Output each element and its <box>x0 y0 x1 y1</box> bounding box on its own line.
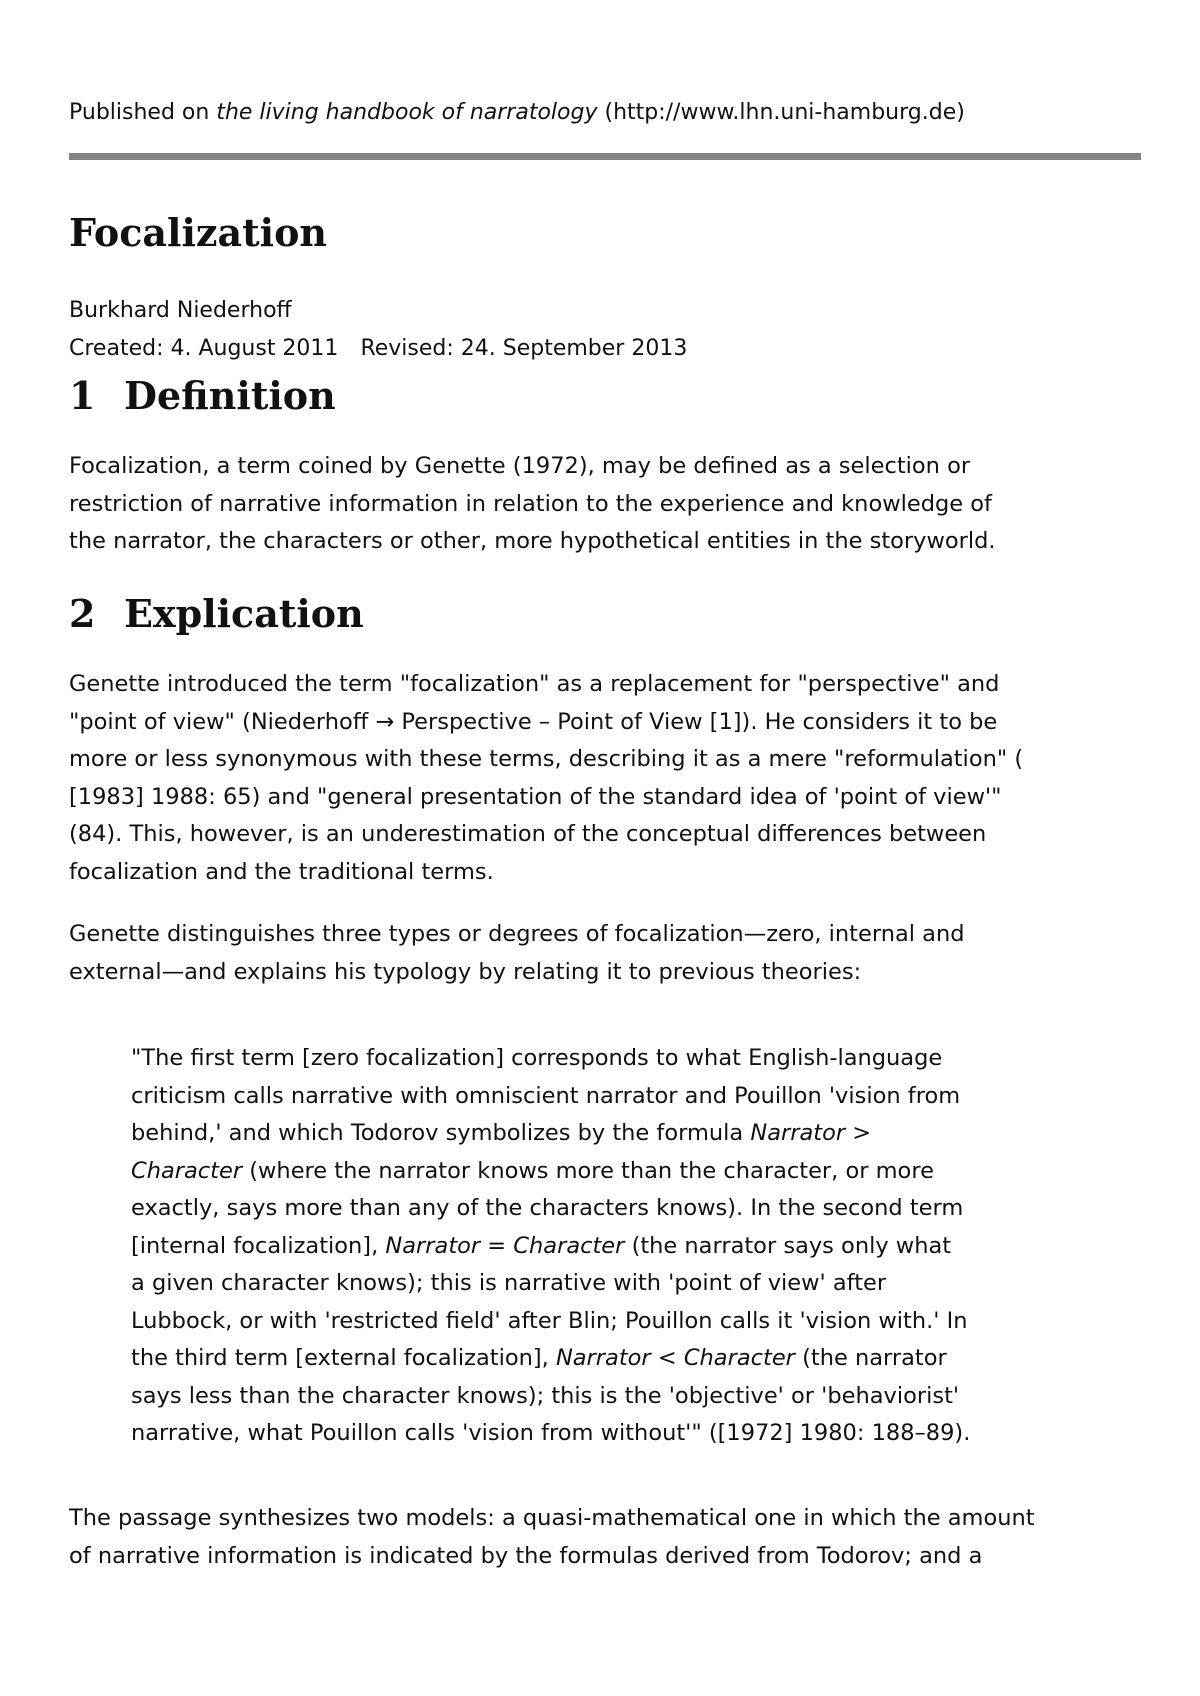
text-line: restriction of narrative information in relation to the experience and knowledge of <box>69 490 992 517</box>
quote-text: (where the narrator knows more than the character, or more <box>249 1157 934 1184</box>
text-line: Genette introduced the term "focalization" as a replacement for "perspective" and <box>69 671 1000 697</box>
formula: Character <box>131 1157 243 1184</box>
explication-paragraph-2 <box>69 916 965 991</box>
definition-paragraph <box>69 448 996 561</box>
text-line: focalization and the traditional terms. <box>69 858 494 885</box>
formula: Narrator < Character <box>555 1345 795 1371</box>
article-dates <box>69 334 687 364</box>
quote-line: criticism calls narrative with omniscient narrator and Pouillon 'vision from <box>131 1082 961 1109</box>
text-line: "point of view" (Niederhoff → Perspective – Point of View [1]). He considers it to be <box>69 708 998 735</box>
text-line: the narrator, the characters or other, more hypothetical entities in the storyworld. <box>69 528 996 554</box>
quote-text: (the narrator <box>802 1345 947 1371</box>
section-title: Definition <box>124 373 336 418</box>
text-line: Focalization, a term coined by Genette (1972), may be defined as a selection or <box>69 453 971 479</box>
quote-text: behind,' and which Todorov symbolizes by the formula <box>131 1120 744 1146</box>
formula: Narrator = Character <box>385 1232 625 1259</box>
text-line: external—and explains his typology by relating it to previous theories: <box>69 958 862 985</box>
quote-text: the third term [external focalization], <box>131 1345 549 1371</box>
text-line: The passage synthesizes two models: a quasi-mathematical one in which the amount <box>69 1505 1035 1531</box>
quote-text: [internal focalization], <box>131 1232 379 1259</box>
text-line: more or less synonymous with these terms, describing it as a mere "reformulation" ( <box>69 746 1024 772</box>
quote-line <box>131 1340 970 1378</box>
explication-paragraph-1 <box>69 666 1023 891</box>
quote-line: narrative, what Pouillon calls 'vision from without'" ([1972] 1980: 188–89). <box>131 1420 971 1446</box>
section-title: Explication <box>124 591 364 636</box>
quote-line <box>131 1115 970 1153</box>
quote-line <box>131 1153 970 1191</box>
section-number: 1 <box>69 373 96 418</box>
genette-blockquote <box>131 1040 970 1453</box>
formula: Narrator > <box>750 1120 872 1146</box>
synthesis-paragraph <box>69 1500 1035 1575</box>
section-number: 2 <box>69 591 96 636</box>
author-name: Burkhard Niederhoff <box>69 298 292 323</box>
text-line: (84). This, however, is an underestimation of the conceptual differences between <box>69 821 987 847</box>
quote-line: "The first term [zero focalization] corresponds to what English-language <box>131 1045 943 1071</box>
quote-line: exactly, says more than any of the characters knows). In the second term <box>131 1195 964 1221</box>
quote-line: Lubbock, or with 'restricted field' after Blin; Pouillon calls it 'vision with.' In <box>131 1307 968 1334</box>
article-title: Focalization <box>69 210 328 255</box>
created-date: Created: 4. August 2011 <box>69 336 339 361</box>
section-heading-explication <box>69 591 364 637</box>
revised-date: Revised: 24. September 2013 <box>360 336 688 361</box>
handbook-url: (http://www.lhn.uni-hamburg.de) <box>604 100 965 125</box>
published-prefix: Published on <box>69 100 210 125</box>
quote-line: a given character knows); this is narrative with 'point of view' after <box>131 1270 887 1296</box>
quote-text: (the narrator says only what <box>631 1232 952 1259</box>
quote-line <box>131 1228 970 1266</box>
text-line: [1983] 1988: 65) and "general presentation of the standard idea of 'point of view'" <box>69 783 1002 810</box>
publication-line <box>69 98 965 128</box>
section-heading-definition <box>69 373 336 419</box>
handbook-title: the living handbook of narratology <box>216 100 598 125</box>
header-divider <box>69 153 1141 160</box>
text-line: Genette distinguishes three types or degrees of focalization—zero, internal and <box>69 921 965 947</box>
quote-line: says less than the character knows); this is the 'objective' or 'behaviorist' <box>131 1382 960 1409</box>
text-line: of narrative information is indicated by the formulas derived from Todorov; and a <box>69 1542 983 1569</box>
